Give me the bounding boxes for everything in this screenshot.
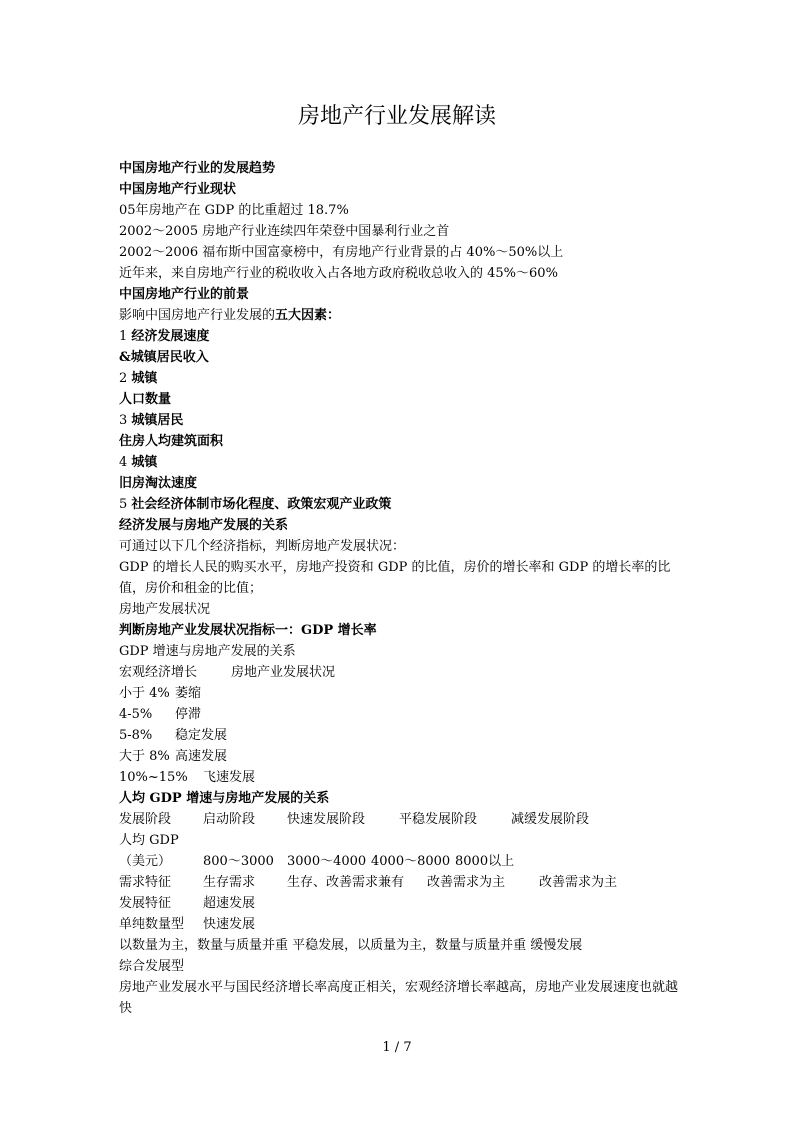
gdp-table-row [119,725,679,746]
stage-cell: 3000～4000 [287,854,367,869]
text-line: 可通过以下几个经济指标，判断房地产发展状况： [119,539,406,554]
document-title: 房地产行业发展解读 [297,104,496,129]
text-line: 2002～2006 福布斯中国富豪榜中，有房地产行业背景的占 40%～50%以上 [119,245,564,260]
stage-cell: 8000以上 [455,854,515,869]
factor-label: 城镇居民 [131,413,184,428]
text-paragraph: GDP 的增长人民的购买水平，房地产投资和 GDP 的比值，房价的增长率和 GDP 的增长率的比值，房价和租金的比值； [119,560,671,596]
gdp-table-row [119,767,679,788]
stage-cell: （美元） [119,854,172,869]
stage-cell: 发展阶段 [119,812,172,827]
heading-status: 中国房地产行业现状 [119,182,237,197]
bold-span: 五大因素： [275,308,341,323]
stage-table-row [119,893,679,914]
text-line: 房地产发展状况 [119,602,211,617]
stage-table-row [119,851,679,872]
stage-cell: 发展特征 [119,896,172,911]
text-paragraph: 房地产业发展水平与国民经济增长率高度正相关，宏观经济增长率越高，房地产业发展速度也就越快 [119,980,679,1016]
stage-cell: 生存需求 [203,875,256,890]
factor-label: 城镇 [131,371,158,386]
gdp-cell: 5-8% [119,728,153,743]
heading-trend: 中国房地产行业的发展趋势 [119,161,276,176]
gdp-table-header [119,662,679,683]
factor-label: 经济发展速度 [131,329,210,344]
stage-cell: 需求特征 [119,875,172,890]
factor-3 [119,410,679,431]
factor-number: 2 [119,371,128,386]
stage-cell: 生存、改善需求兼有 [287,875,405,890]
gdp-header-cell: 宏观经济增长 [119,665,198,680]
gdp-cell: 飞速发展 [203,770,256,785]
text-line: 人均 GDP [119,833,179,848]
gdp-cell: 高速发展 [175,749,228,764]
gdp-table-row [119,683,679,704]
factor-number: 4 [119,455,128,470]
gdp-cell: 稳定发展 [175,728,228,743]
text-line [119,305,679,326]
stage-cell: 平稳发展阶段 [399,812,478,827]
factor-number: 5 [119,497,128,512]
factor-2 [119,368,679,389]
stage-cell: 快速发展 [203,917,256,932]
factor-number: 3 [119,413,128,428]
text-line: 以数量为主，数量与质量并重 平稳发展，以质量为主，数量与质量并重 缓慢发展 [119,938,583,953]
heading-relation: 经济发展与房地产发展的关系 [119,518,289,533]
gdp-cell: 4-5% [119,707,153,722]
gdp-cell: 停滞 [175,707,202,722]
stage-cell: 800～3000 [203,854,274,869]
gdp-cell: 10%~15% [119,770,188,785]
factor-4 [119,452,679,473]
text-span: 影响中国房地产行业发展的 [119,308,276,323]
stage-cell: 单纯数量型 [119,917,185,932]
stage-cell: 改善需求为主 [427,875,506,890]
page-number: 1 / 7 [382,1040,412,1055]
text-line: 近年来，来自房地产行业的税收收入占各地方政府税收总收入的 45%～60% [119,266,558,281]
text-line: 05年房地产在 GDP 的比重超过 18.7% [119,203,349,218]
text-line: GDP 增速与房地产发展的关系 [119,644,296,659]
stage-cell: 改善需求为主 [539,875,618,890]
document-body [119,158,679,1019]
heading-prospect: 中国房地产行业的前景 [119,287,250,302]
text-line: 2002～2005 房地产行业连续四年荣登中国暴利行业之首 [119,224,450,239]
factor-5 [119,494,679,515]
factor-line: 住房人均建筑面积 [119,434,224,449]
factor-number: 1 [119,329,128,344]
factor-label: 城镇 [131,455,158,470]
stage-table-row [119,914,679,935]
gdp-header-cell: 房地产业发展状况 [231,665,336,680]
factor-label: 社会经济体制市场化程度、政策宏观产业政策 [131,497,392,512]
factor-line: 人口数量 [119,392,172,407]
factor-line: &城镇居民收入 [119,350,209,365]
gdp-table-row [119,746,679,767]
gdp-cell: 小于 4% [119,686,170,701]
heading-per-capita: 人均 GDP 增速与房地产发展的关系 [119,791,330,806]
gdp-cell: 萎缩 [175,686,202,701]
stage-table-row [119,809,679,830]
factor-line: 旧房淘汰速度 [119,476,198,491]
stage-cell: 超速发展 [203,896,256,911]
heading-indicator-1: 判断房地产业发展状况指标一：GDP 增长率 [119,623,377,638]
stage-cell: 快速发展阶段 [287,812,366,827]
gdp-table-row [119,704,679,725]
stage-cell: 启动阶段 [203,812,256,827]
text-line: 综合发展型 [119,959,185,974]
stage-cell: 4000～8000 [371,854,451,869]
stage-table-row [119,872,679,893]
gdp-cell: 大于 8% [119,749,170,764]
stage-cell: 减缓发展阶段 [511,812,590,827]
factor-1 [119,326,679,347]
